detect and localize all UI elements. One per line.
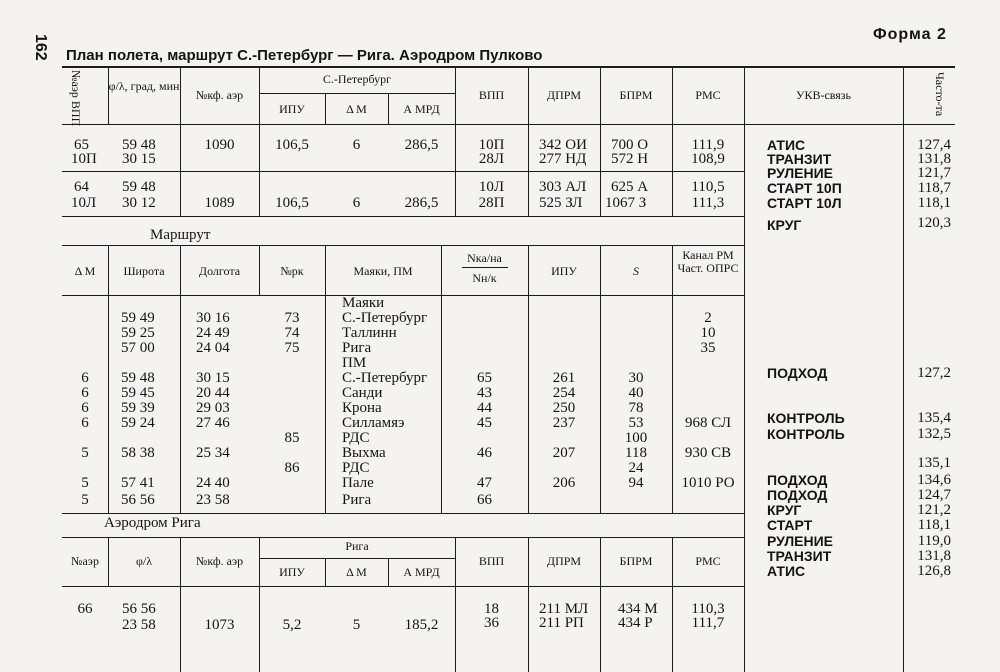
cell: 6 <box>352 195 361 211</box>
vhf-freq: 131,8 <box>917 151 951 167</box>
riga-group-rule <box>259 558 455 559</box>
cell: 1067 З <box>605 195 647 211</box>
route-header-rule <box>62 295 744 296</box>
cell: 118 <box>625 445 647 461</box>
cell: 57 00 <box>121 340 155 356</box>
riga-header-rule <box>62 586 744 587</box>
airport1-bottom-rule <box>62 216 744 217</box>
route-col-nka-bottom: Nн/к <box>472 271 497 285</box>
cell: С.-Петербург <box>342 310 428 326</box>
cell: 75 <box>284 340 300 356</box>
cell: 6 <box>81 415 89 431</box>
vhf-name: ПОДХОД <box>767 487 828 503</box>
riga-col-ipu: ИПУ <box>279 565 305 579</box>
col-vpp: ВПП <box>478 88 505 102</box>
cell: Выхма <box>342 445 386 461</box>
col-freq: Часто-та <box>933 72 947 117</box>
cell: 111,3 <box>691 195 725 211</box>
cell: 30 12 <box>122 195 156 211</box>
vhf-name: ПОДХОД <box>767 365 828 381</box>
group-spb: С.-Петербург <box>322 72 392 86</box>
cell: Пале <box>342 475 374 491</box>
vhf-name: РУЛЕНИЕ <box>767 165 834 181</box>
cell: 59 25 <box>121 325 155 341</box>
vhf-name: КРУГ <box>767 217 802 233</box>
divider <box>108 66 109 124</box>
divider <box>180 245 181 513</box>
cell: 73 <box>284 310 300 326</box>
cell: Санди <box>342 385 383 401</box>
col-naer-vpp: №аэр ВПП <box>69 70 83 127</box>
vhf-name: СТАРТ <box>767 517 813 533</box>
cell: 5,2 <box>282 617 302 633</box>
col-phi-lambda: φ/λ, град, мин <box>108 79 180 93</box>
vhf-name: АТИС <box>767 137 806 153</box>
cell: 930 СВ <box>684 445 732 461</box>
cell: 56 56 <box>122 601 156 617</box>
cell: 57 41 <box>121 475 155 491</box>
cell: 23 58 <box>196 492 230 508</box>
cell: 59 49 <box>121 310 155 326</box>
col-amrd: А МРД <box>403 102 440 116</box>
divider <box>744 66 745 672</box>
vhf-freq: 127,4 <box>917 137 951 153</box>
divider <box>325 245 326 513</box>
cell: 100 <box>624 430 648 446</box>
route-label: Маршрут <box>150 227 211 243</box>
cell: РДС <box>342 460 370 476</box>
vhf-freq: 120,3 <box>917 215 951 231</box>
cell: 59 39 <box>121 400 155 416</box>
riga-col-bprm: БПРМ <box>619 554 653 568</box>
divider <box>528 124 529 216</box>
cell: 211 МЛ <box>539 601 589 617</box>
cell: 2 <box>704 310 712 326</box>
cell: 6 <box>81 385 89 401</box>
cell: 27 46 <box>196 415 230 431</box>
cell: 303 АЛ <box>539 179 587 195</box>
cell: Силламяэ <box>342 415 405 431</box>
cell: 40 <box>628 385 644 401</box>
beacons-heading: Маяки <box>342 295 385 311</box>
vhf-name: КОНТРОЛЬ <box>767 410 845 426</box>
cell: 66 <box>77 601 93 617</box>
riga-col-dprm: ДПРМ <box>546 554 582 568</box>
pm-heading: ПМ <box>342 355 367 371</box>
cell: 211 РП <box>539 615 584 631</box>
route-col-lat: Широта <box>123 264 165 278</box>
riga-top-rule <box>62 537 744 538</box>
cell: 110,3 <box>691 601 725 617</box>
cell: 10Л <box>478 179 505 195</box>
cell: 59 45 <box>121 385 155 401</box>
cell: 44 <box>477 400 492 416</box>
page-title: План полета, маршрут С.-Петербург — Рига. Аэродром Пулково <box>66 47 543 64</box>
route-col-ipu: ИПУ <box>551 264 577 278</box>
vhf-freq: 127,2 <box>917 365 951 381</box>
top-rule <box>62 66 955 68</box>
riga-col-naer: №аэр <box>71 554 99 568</box>
cell: 56 56 <box>121 492 155 508</box>
vhf-name: СТАРТ 10П <box>767 180 842 196</box>
cell: 46 <box>477 445 492 461</box>
route-col-lon: Долгота <box>198 264 241 278</box>
cell: 10П <box>71 151 97 167</box>
cell: 58 38 <box>121 445 155 461</box>
cell: 237 <box>552 415 576 431</box>
cell: 1010 РО <box>681 475 735 491</box>
vhf-name: ПОДХОД <box>767 472 828 488</box>
group-riga: Рига <box>345 539 369 553</box>
col-dm: Δ М <box>346 102 367 116</box>
riga-col-phi-lambda: φ/λ <box>135 554 153 568</box>
vhf-freq: 121,7 <box>917 165 951 181</box>
cell: 59 24 <box>121 415 155 431</box>
cell: 185,2 <box>404 617 439 633</box>
cell: 29 03 <box>196 400 230 416</box>
cell: 86 <box>284 460 300 476</box>
divider <box>600 124 601 216</box>
vhf-freq: 124,7 <box>917 487 951 503</box>
cell: 20 44 <box>196 385 230 401</box>
cell: 28П <box>478 195 505 211</box>
cell: 85 <box>284 430 300 446</box>
vhf-name: АТИС <box>767 563 806 579</box>
riga-col-dm: Δ М <box>346 565 367 579</box>
cell: 108,9 <box>691 151 725 167</box>
cell: 53 <box>628 415 644 431</box>
riga-col-nkf-aer: №кф. аэр <box>195 554 244 568</box>
fraction-bar <box>462 267 508 268</box>
vhf-freq: 135,4 <box>917 410 951 426</box>
header1-bottom-rule <box>62 124 955 125</box>
cell: 286,5 <box>404 137 439 153</box>
col-bprm: БПРМ <box>619 88 653 102</box>
vhf-name: КРУГ <box>767 502 802 518</box>
cell: 74 <box>284 325 300 341</box>
cell: 207 <box>552 445 576 461</box>
divider <box>108 245 109 513</box>
spb-group-rule <box>259 93 455 94</box>
cell: 24 <box>628 460 644 476</box>
cell: 30 16 <box>196 310 230 326</box>
cell: 700 О <box>611 137 649 153</box>
cell: 5 <box>352 617 361 633</box>
vhf-name: СТАРТ 10Л <box>767 195 842 211</box>
cell: 47 <box>477 475 492 491</box>
vhf-freq: 118,1 <box>917 517 951 533</box>
cell: 110,5 <box>691 179 725 195</box>
vhf-freq: 131,8 <box>917 548 951 564</box>
vhf-freq: 121,2 <box>917 502 951 518</box>
route-col-nka-top: Nка/на <box>467 251 502 265</box>
cell: 64 <box>74 179 89 195</box>
cell: 59 48 <box>122 137 156 153</box>
cell: 36 <box>484 615 499 631</box>
cell: 18 <box>484 601 499 617</box>
cell: 78 <box>628 400 644 416</box>
cell: 254 <box>552 385 576 401</box>
cell: 28Л <box>478 151 505 167</box>
form-label: Форма 2 <box>873 26 947 43</box>
col-rms: РМС <box>695 88 721 102</box>
vhf-freq: 135,1 <box>917 455 951 471</box>
cell: 1073 <box>204 617 235 633</box>
cell: 30 15 <box>122 151 156 167</box>
vhf-name: РУЛЕНИЕ <box>767 533 834 549</box>
col-ukv: УКВ-связь <box>795 88 852 102</box>
cell: 5 <box>81 445 89 461</box>
cell: 65 <box>477 370 492 386</box>
cell: 572 Н <box>611 151 649 167</box>
col-nkf-aer: №кф. аэр <box>195 88 244 102</box>
vhf-freq: 126,8 <box>917 563 951 579</box>
cell: 43 <box>477 385 492 401</box>
cell: 59 48 <box>121 370 155 386</box>
cell: 23 58 <box>122 617 156 633</box>
route-bottom-rule <box>62 513 744 514</box>
cell: 45 <box>477 415 492 431</box>
cell: 30 15 <box>196 370 230 386</box>
cell: 434 М <box>618 601 658 617</box>
vhf-name: ТРАНЗИТ <box>767 548 832 564</box>
cell: 625 А <box>611 179 649 195</box>
cell: 277 НД <box>539 151 587 167</box>
cell: 24 04 <box>196 340 230 356</box>
cell: 6 <box>81 370 89 386</box>
route-col-channel: Канал РМ Част. ОПРС <box>677 248 739 275</box>
cell: 250 <box>552 400 576 416</box>
route-col-beacons: Маяки, ПМ <box>353 264 413 278</box>
vhf-freq: 134,6 <box>917 472 951 488</box>
cell: 24 49 <box>196 325 230 341</box>
vhf-name: КОНТРОЛЬ <box>767 426 845 442</box>
cell: 10 <box>700 325 716 341</box>
cell: 286,5 <box>404 195 439 211</box>
divider <box>259 537 260 672</box>
cell: 10П <box>478 137 505 153</box>
cell: 25 34 <box>196 445 230 461</box>
cell: 1089 <box>204 195 235 211</box>
cell: 59 48 <box>122 179 156 195</box>
cell: Рига <box>342 492 372 508</box>
cell: С.-Петербург <box>342 370 428 386</box>
route-col-nrk: №рк <box>280 264 304 278</box>
cell: 261 <box>552 370 576 386</box>
cell: 65 <box>74 137 89 153</box>
vhf-freq: 118,1 <box>917 195 951 211</box>
cell: 1090 <box>204 137 235 153</box>
vhf-name: ТРАНЗИТ <box>767 151 832 167</box>
page-number: 162 <box>32 34 49 61</box>
cell: 968 СЛ <box>684 415 732 431</box>
cell: 106,5 <box>275 195 309 211</box>
cell: 206 <box>552 475 576 491</box>
cell: 434 Р <box>618 615 653 631</box>
vhf-freq: 132,5 <box>917 426 951 442</box>
cell: 10Л <box>71 195 97 211</box>
riga-label: Аэродром Рига <box>104 515 201 531</box>
cell: 342 ОИ <box>539 137 587 153</box>
cell: 6 <box>352 137 361 153</box>
cell: Рига <box>342 340 372 356</box>
divider <box>672 245 673 513</box>
airport1-row-rule <box>62 171 744 172</box>
cell: 106,5 <box>275 137 309 153</box>
cell: 111,9 <box>691 137 725 153</box>
cell: 66 <box>477 492 492 508</box>
cell: 5 <box>81 492 89 508</box>
cell: 30 <box>628 370 644 386</box>
cell: 94 <box>628 475 644 491</box>
vhf-freq: 119,0 <box>917 533 951 549</box>
cell: 111,7 <box>691 615 725 631</box>
cell: 35 <box>700 340 716 356</box>
riga-col-amrd: А МРД <box>403 565 440 579</box>
route-top-rule <box>62 245 744 246</box>
cell: Крона <box>342 400 382 416</box>
cell: 5 <box>81 475 89 491</box>
col-ipu: ИПУ <box>279 102 305 116</box>
cell: РДС <box>342 430 370 446</box>
col-dprm: ДПРМ <box>546 88 582 102</box>
riga-col-rms: РМС <box>695 554 721 568</box>
route-col-dm: Δ М <box>74 264 96 278</box>
route-col-s: S <box>633 264 639 278</box>
vhf-freq: 118,7 <box>917 180 951 196</box>
cell: Таллинн <box>342 325 397 341</box>
cell: 24 40 <box>196 475 230 491</box>
cell: 6 <box>81 400 89 416</box>
riga-col-vpp: ВПП <box>478 554 505 568</box>
cell: 525 ЗЛ <box>539 195 583 211</box>
